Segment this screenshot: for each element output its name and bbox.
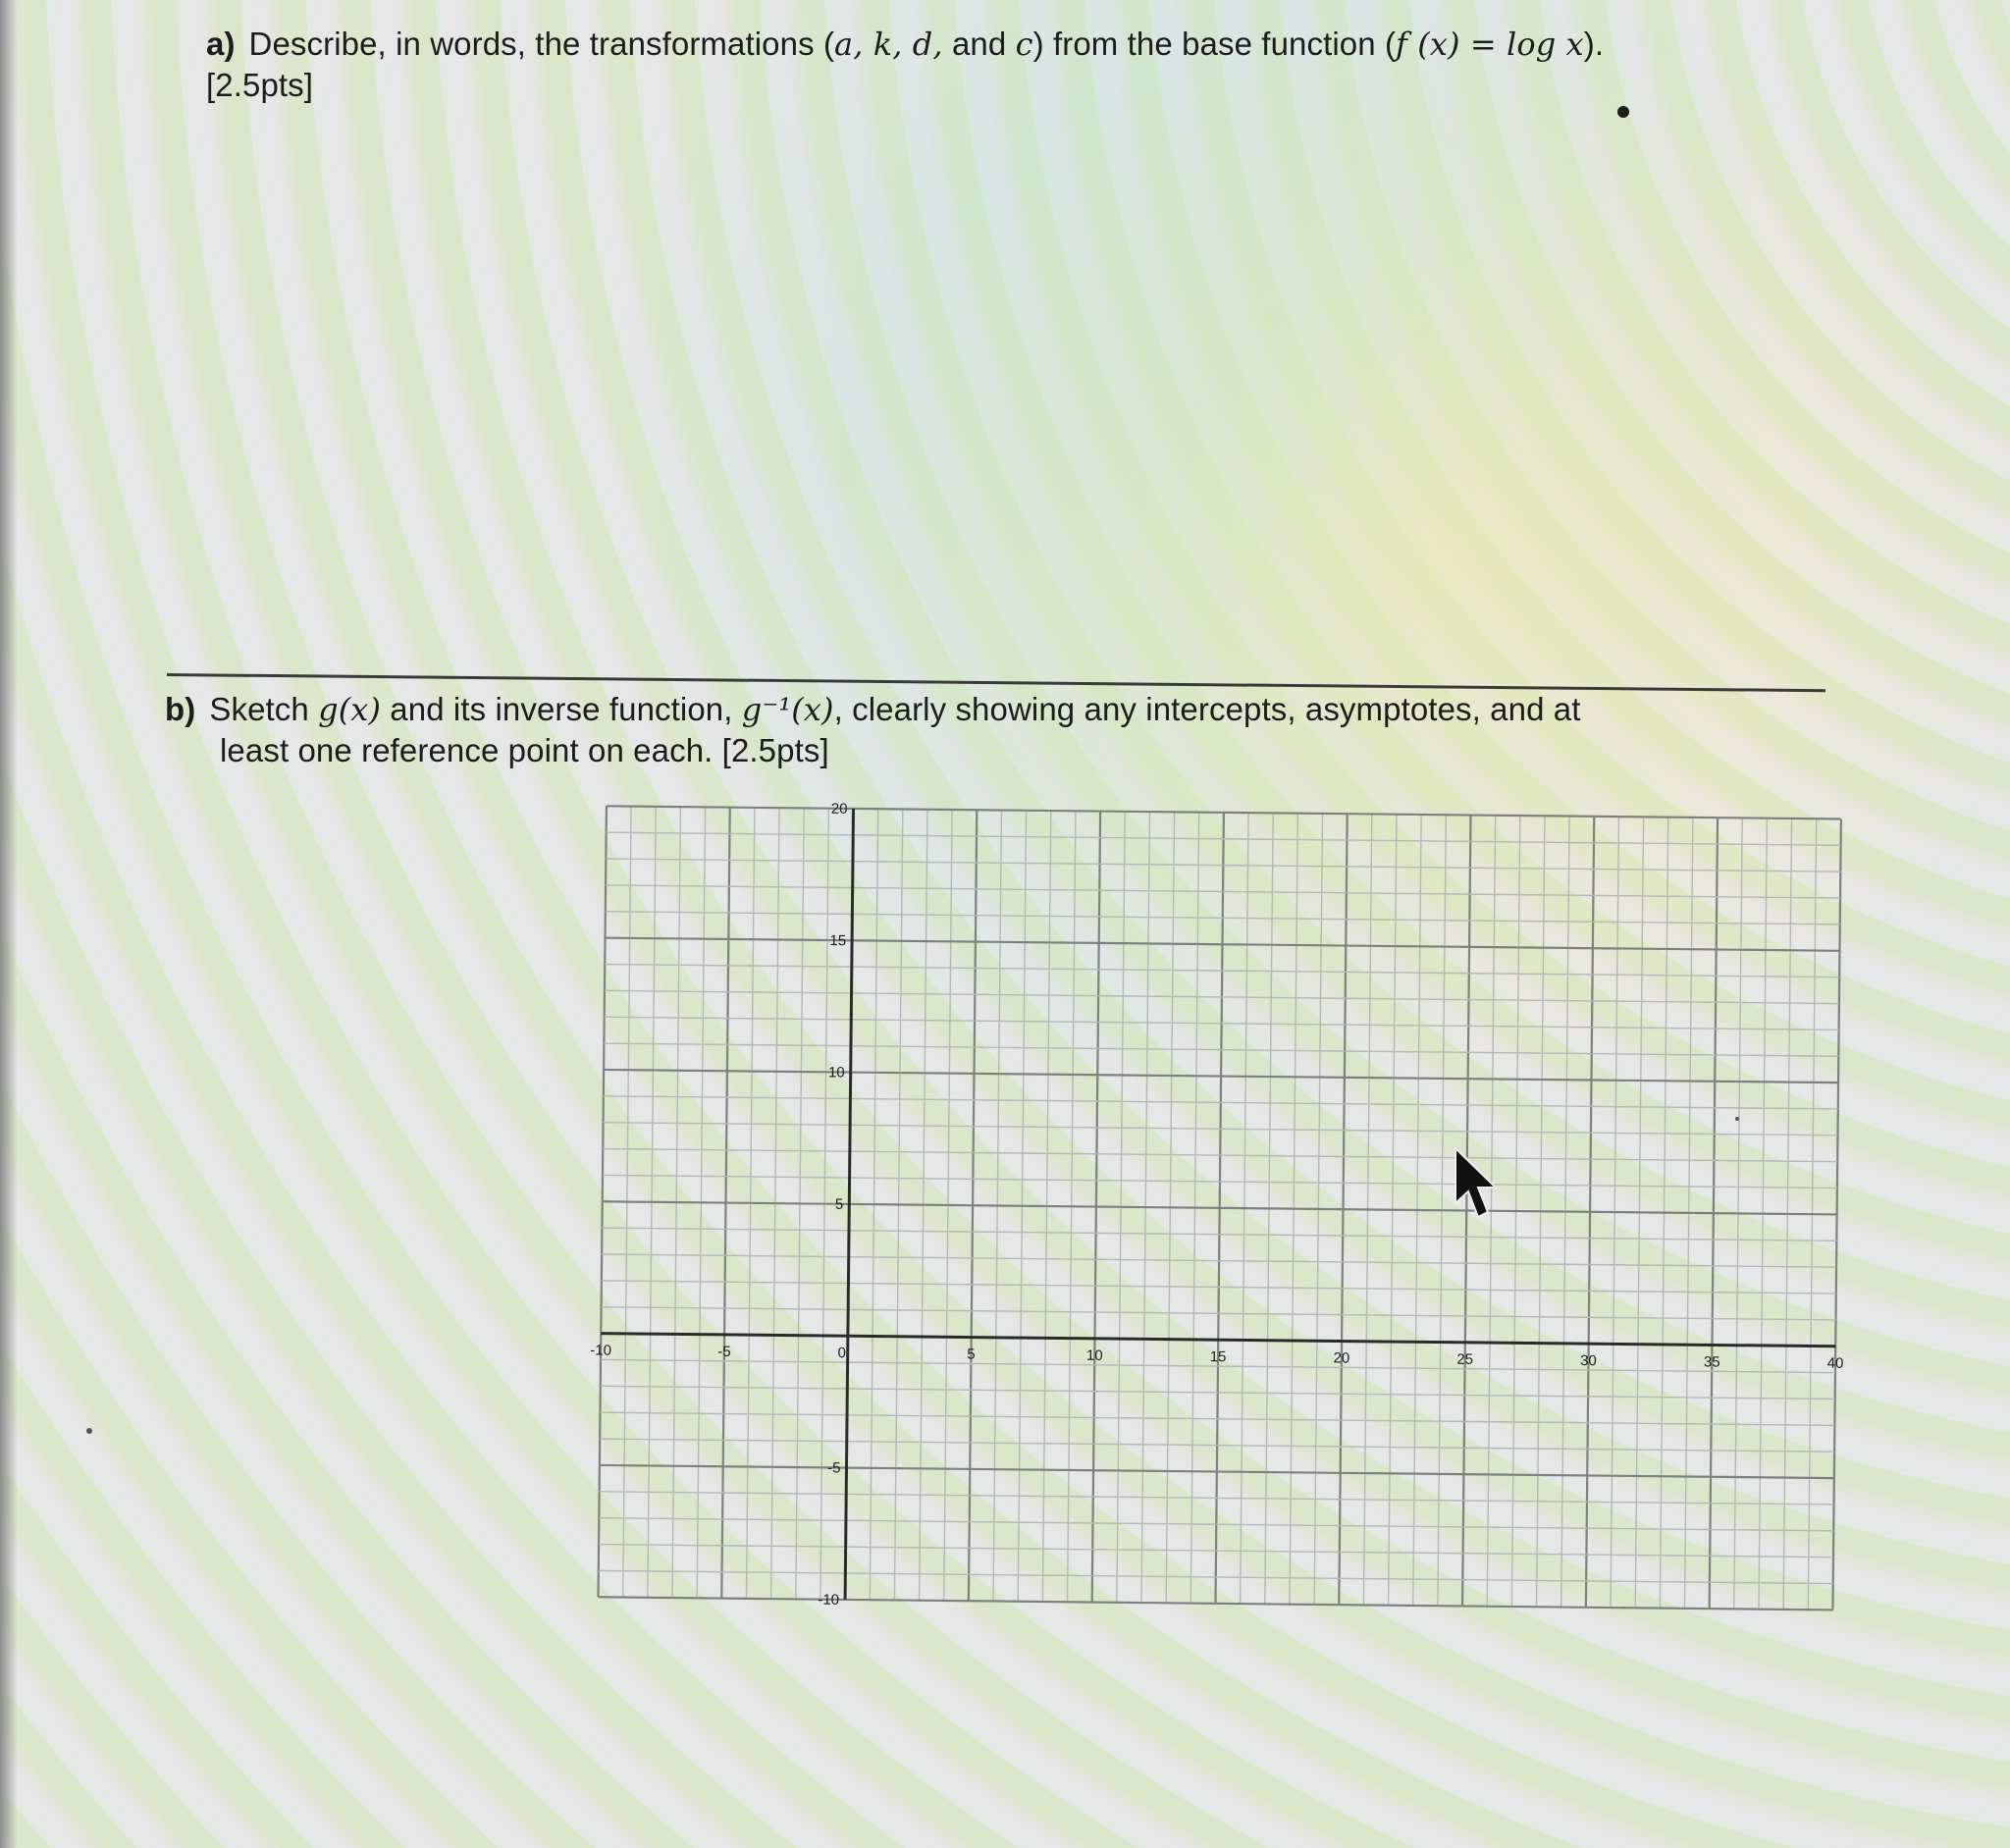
arrow-cursor-icon [1453,1146,1502,1229]
question-a-text-before: Describe, in words, the transformations ( [248,26,835,62]
question-b-line-2: least one reference point on each. [2.5pts] [220,732,829,768]
question-b-label: b) [165,691,196,727]
x-tick-label: 20 [1333,1349,1350,1367]
question-a-param-c: c [1015,26,1033,63]
page-edge-shadow [0,0,18,1848]
question-a-and: and [942,26,1016,62]
paper-speck [86,1428,92,1434]
x-tick-label: 5 [967,1346,976,1363]
question-b [165,689,1794,771]
stray-dot [1617,106,1629,118]
question-a-points: [2.5pts] [206,67,314,103]
x-tick-label: -10 [590,1342,612,1359]
question-a-text-end: ). [1583,26,1605,62]
y-tick-label: 5 [834,1195,844,1213]
x-tick-label: 35 [1703,1353,1720,1371]
question-b-ginv-expr: g⁻¹(x) [741,691,834,728]
x-tick-label: 25 [1456,1350,1474,1368]
y-tick-label: -5 [827,1459,841,1477]
question-b-text-1: Sketch [209,691,319,727]
y-tick-label: -10 [818,1591,840,1609]
x-tick-label: 40 [1826,1354,1844,1372]
y-tick-label: 10 [827,1064,845,1082]
x-tick-label: 30 [1580,1352,1597,1370]
x-tick-label: 0 [837,1345,846,1362]
question-a-text-mid: ) from the base function ( [1032,26,1397,62]
question-a-params: a, k, d, [834,26,943,63]
question-b-g-expr: g(x) [318,691,382,728]
x-tick-label: -5 [717,1343,731,1360]
graph-grid[interactable] [570,800,1864,1616]
graph-paper[interactable] [570,800,1864,1616]
x-tick-label: 10 [1085,1346,1103,1364]
question-b-text-3: , clearly showing any intercepts, asymptotes, and at [833,691,1581,727]
question-a [206,24,1796,106]
paper-speck [1735,1117,1739,1121]
question-a-label: a) [206,26,236,62]
question-a-formula: f (x) = log x [1396,26,1584,63]
y-tick-label: 15 [829,932,847,950]
y-tick-label: 20 [830,800,848,818]
question-b-text-2: and its inverse function, [381,691,742,727]
x-tick-label: 15 [1209,1348,1227,1366]
